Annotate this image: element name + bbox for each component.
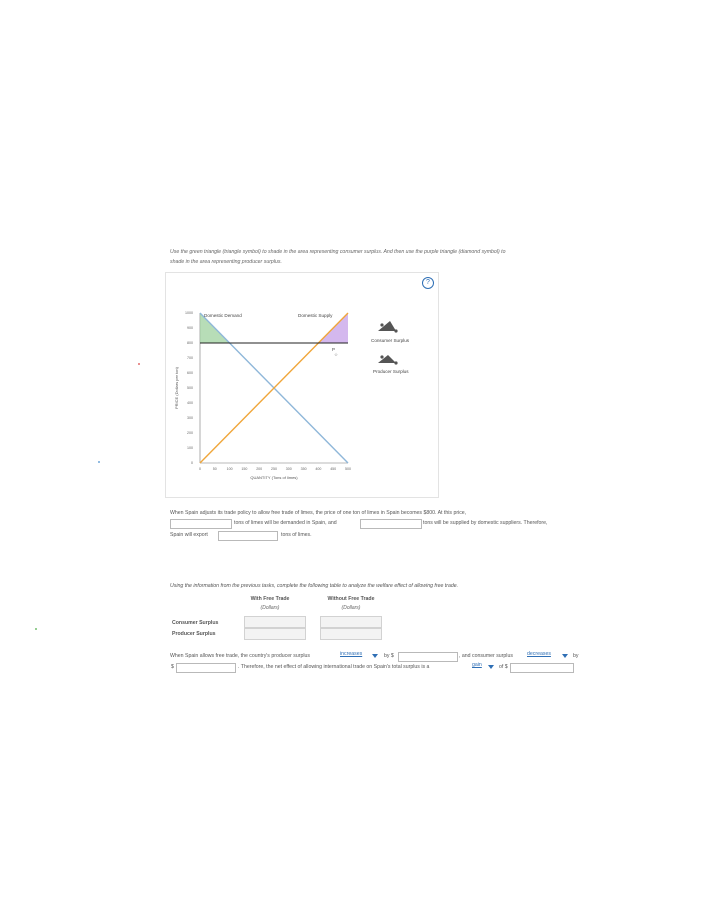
help-icon[interactable]: ?: [422, 277, 434, 289]
y-tick: 900: [187, 326, 193, 330]
quantity-demanded-input[interactable]: [170, 519, 232, 529]
y-axis-label: PRICE (Dollars per ton): [174, 366, 179, 410]
final-text-3: , and consumer surplus: [459, 653, 513, 659]
world-price-marker-tick: ☆: [334, 352, 338, 357]
y-tick: 100: [187, 446, 193, 450]
y-tick: 300: [187, 416, 193, 420]
row-producer-surplus: Producer Surplus: [172, 631, 216, 637]
row-consumer-surplus: Consumer Surplus: [172, 620, 219, 626]
consumer-surplus-change-input[interactable]: [176, 663, 236, 673]
y-tick: 1000: [185, 311, 193, 315]
col-without-free-trade: Without Free Trade: [327, 596, 375, 602]
x-tick: 0: [199, 467, 201, 471]
trade-paragraph-line-1: When Spain adjusts its trade policy to allow free trade of limes, the price of one ton of limes in Spain becomes $800. At this price,: [170, 510, 467, 516]
col-without-free-trade-unit: (Dollars): [341, 605, 361, 611]
y-tick: 800: [187, 341, 193, 345]
y-tick: 700: [187, 356, 193, 360]
producer-surplus-tool-label: Producer Surplus: [373, 369, 409, 374]
cs-with-trade-input[interactable]: [244, 616, 306, 628]
instructions-line-2: shade in the area representing producer surplus.: [170, 259, 282, 265]
final-text-4: by: [573, 653, 579, 659]
ps-with-trade-input[interactable]: [244, 628, 306, 640]
speck: [138, 363, 140, 365]
instructions: [170, 247, 590, 267]
chevron-down-icon[interactable]: [372, 654, 378, 658]
speck: [35, 628, 37, 630]
consumer-surplus-tool-label: Consumer Surplus: [371, 338, 410, 343]
y-tick: 0: [191, 461, 193, 465]
ps-without-trade-input[interactable]: [320, 628, 382, 640]
x-tick: 400: [315, 467, 322, 471]
final-text-7: of $: [499, 664, 508, 670]
producer-surplus-handle-icon: [380, 355, 383, 358]
trade-paragraph-seg-a: tons of limes will be demanded in Spain, and: [234, 520, 337, 526]
col-with-free-trade: With Free Trade: [250, 596, 290, 602]
net-effect-dropdown[interactable]: gain: [472, 662, 482, 668]
demand-label: Domestic Demand: [204, 313, 242, 318]
trade-paragraph-seg-b: tons will be supplied by domestic suppliers. Therefore,: [423, 520, 548, 526]
x-tick: 450: [330, 467, 337, 471]
x-tick: 500: [345, 467, 351, 471]
chevron-down-icon[interactable]: [488, 665, 494, 669]
x-tick: 350: [300, 467, 307, 471]
trade-paragraph-seg-c: Spain will export: [170, 532, 208, 538]
supply-label: Domestic Supply: [298, 313, 333, 318]
table-instructions: Using the information from the previous tasks, complete the following table to analyze the welfare effect of allowing free trade.: [170, 583, 459, 589]
consumer-surplus-tool[interactable]: [378, 321, 398, 333]
instructions-line-1: Use the green triangle (triangle symbol) to shade in the area representing consumer surplus. And then use the purple triangle (diamond symbol) to: [170, 249, 506, 255]
y-tick: 500: [187, 386, 193, 390]
exports-input[interactable]: [218, 531, 278, 541]
col-with-free-trade-unit: (Dollars): [260, 605, 280, 611]
producer-surplus-change-input[interactable]: [398, 652, 458, 662]
y-tick: 200: [187, 431, 193, 435]
x-tick: 100: [226, 467, 233, 471]
y-tick: 400: [187, 401, 193, 405]
supply-demand-graph[interactable]: [166, 273, 438, 497]
x-tick: 250: [271, 467, 277, 471]
final-text-2: by $: [384, 653, 394, 659]
y-tick-labels: [185, 311, 193, 465]
x-tick: 300: [285, 467, 292, 471]
cs-without-trade-input[interactable]: [320, 616, 382, 628]
producer-surplus-change-dropdown[interactable]: increases: [340, 651, 363, 657]
trade-paragraph-seg-d: tons of limes.: [281, 532, 312, 538]
graph-panel: [165, 272, 439, 498]
consumer-surplus-triangle-icon: [378, 321, 396, 331]
chevron-down-icon[interactable]: [562, 654, 568, 658]
x-tick: 150: [241, 467, 248, 471]
final-text-5: $: [171, 664, 174, 670]
producer-surplus-tool[interactable]: [378, 355, 398, 365]
final-text-6: . Therefore, the net effect of allowing international trade on Spain's total surplus is a: [238, 664, 430, 670]
x-tick-labels: [199, 467, 351, 471]
speck: [98, 461, 100, 463]
consumer-surplus-change-dropdown[interactable]: decreases: [527, 651, 551, 657]
final-text-1: When Spain allows free trade, the country's producer surplus: [170, 653, 310, 659]
x-axis-label: QUANTITY (Tons of limes): [250, 475, 298, 480]
quantity-supplied-input[interactable]: [360, 519, 422, 529]
x-tick: 200: [256, 467, 263, 471]
y-tick: 600: [187, 371, 193, 375]
world-price-marker: P: [332, 347, 335, 352]
x-tick: 50: [212, 467, 217, 471]
consumer-surplus-handle-icon: [380, 323, 383, 326]
net-effect-input[interactable]: [510, 663, 574, 673]
